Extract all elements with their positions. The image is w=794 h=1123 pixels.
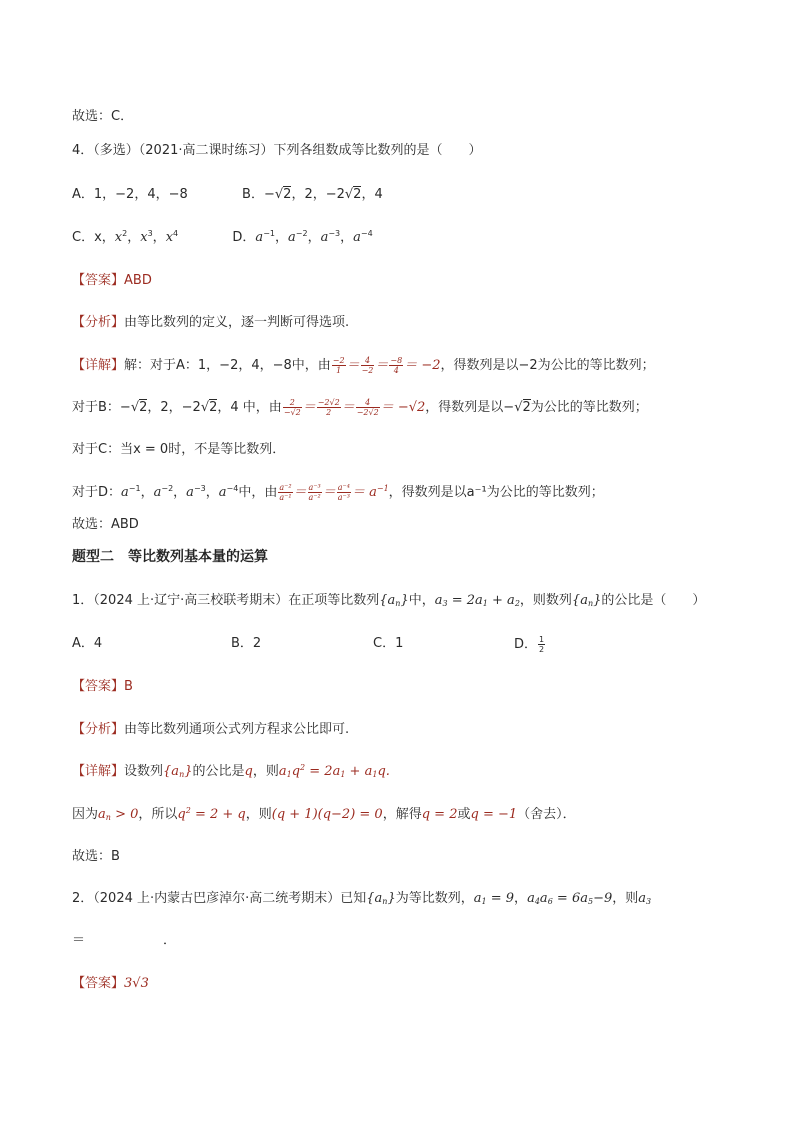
analysis-text: 由等比数列的定义，逐一判断可得选项. <box>124 315 350 330</box>
q1-choice: 故选：B <box>72 849 120 864</box>
q1-detail-2: 因为$a_n > 0$，所以$q^2 = 2 + q$，则(q + 1)(q−2) = 0，解得q = 2或q = −1（舍去）． <box>72 806 576 822</box>
q1-opt-a: A．4 <box>72 636 103 651</box>
q4-detail-a: 【详解】解：对于A：1，−2，4，−8中，由 $\frac{-2}{1}$ ＝ $\frac{4}{-2}$ ＝ $\frac{-8}{4}$ ＝ −2，得数列是以−2为公比的等比数列； <box>72 356 655 375</box>
q4-detail-b: 对于B：−√2，2，−2√2，4 中，由 $\frac{2}{-√2}$ ＝ $\frac{-2√2}{2}$ ＝ $\frac{4}{-2√2}$ ＝ −√2，得数列是以−√2为公比的等比数列； <box>72 398 648 417</box>
answer-tag: 【答案】 <box>72 273 125 288</box>
q2-blank: ＝ ． <box>72 933 177 948</box>
section-title: 题型二 等比数列基本量的运算 <box>72 549 268 565</box>
q4-option-d: D．$a^{-1}$，$a^{-2}$，$a^{-3}$，$a^{-4}$ <box>232 229 373 245</box>
prev-choice: 故选：C． <box>72 109 134 124</box>
ratio-equation-b: $\frac{2}{-√2}$ ＝ $\frac{-2√2}{2}$ ＝ $\frac{4}{-2√2}$ ＝ −√2 <box>283 398 426 417</box>
q1-stem: 1．（2024 上·辽宁·高三校联考期末）在正项等比数列$\{a_n\}$中，$a_3 = 2a_1 + a_2$，则数列$\{a_n\}$的公比是（ ） <box>72 593 706 608</box>
q4-options-ab <box>72 186 383 204</box>
q4-detail-c: 对于C：当x = 0时，不是等比数列． <box>72 442 286 457</box>
q4-option-b: B．−√2，2，−2√2，4 <box>242 187 383 202</box>
q4-stem: 4．（多选）（2021·高二课时练习）下列各组数成等比数列的是（ ） <box>72 143 482 158</box>
detail-tag: 【详解】 <box>72 358 125 373</box>
q4-options-cd <box>72 229 373 247</box>
q2-stem: 2．（2024 上·内蒙古巴彦淖尔·高二统考期末）已知$\{a_n\}$为等比数列，$a_1 = 9$，$a_4a_6 = 6a_5-9$，则$a_3$ <box>72 891 652 906</box>
q1-detail-1: 【详解】设数列$\{a_n\}$的公比是q，则$a_1q^2 = 2a_1 + a_1q$. <box>72 763 390 779</box>
answer-value: ABD <box>124 273 152 288</box>
q4-analysis <box>72 314 349 332</box>
analysis-tag: 【分析】 <box>72 315 125 330</box>
q1-analysis: 【分析】由等比数列通项公式列方程求公比即可. <box>72 722 350 737</box>
q4-option-c: C．x，$x^2$，$x^3$，$x^4$ <box>72 229 179 245</box>
q4-option-a: A．1，−2，4，−8 <box>72 187 188 202</box>
q1-opt-b: B．2 <box>231 636 262 651</box>
ratio-equation-d: $\frac{\text{a⁻²}}{\text{a⁻¹}}$ ＝ $\frac{\text{a⁻³}}{\text{a⁻²}}$ ＝ $\frac{\text{a⁻⁴}}{\text{a⁻³}}$ ＝ $a^{-1}$ <box>279 483 389 502</box>
q1-answer: 【答案】B <box>72 679 133 694</box>
q1-opt-c: C．1 <box>373 636 404 651</box>
q4-detail-d: 对于D：$a^{-1}$，$a^{-2}$，$a^{-3}$，$a^{-4}$中，由 $\frac{\text{a⁻²}}{\text{a⁻¹}}$ ＝ $\frac{\text{a⁻³}}{\text{a⁻²}}$ ＝ $\frac{\text{a⁻⁴}}{\text{a⁻³}}$ ＝ $a^{-1}$，得数列是以a⁻¹为公比的等比数列； <box>72 483 604 502</box>
q2-answer: 【答案】3√3 <box>72 976 149 991</box>
ratio-equation-a: $\frac{-2}{1}$ ＝ $\frac{4}{-2}$ ＝ $\frac{-8}{4}$ ＝ −2 <box>332 356 441 375</box>
q1-opt-d: D． $\frac{1}{2}$ <box>514 635 545 654</box>
q4-answer <box>72 272 152 290</box>
q4-choice: 故选：ABD <box>72 517 139 532</box>
